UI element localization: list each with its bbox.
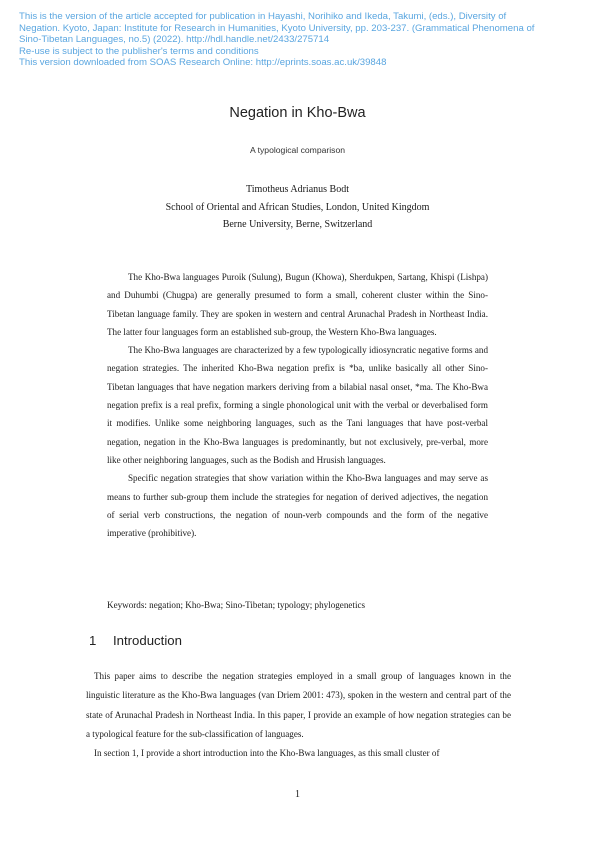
- section-number: 1: [89, 633, 97, 648]
- body-text: [86, 667, 511, 763]
- repository-notice-line: Negation. Kyoto, Japan: Institute for Research in Humanities, Kyoto University, pp. 203-237. (Grammatical Phenomena of: [19, 22, 535, 34]
- body-paragraph: In section 1, I provide a short introduction into the Kho-Bwa languages, as this small cluster of: [94, 748, 440, 759]
- author-block: [0, 181, 595, 234]
- abstract-paragraph: The Kho-Bwa languages are characterized by a few typologically idiosyncratic negative forms and negation strategies. The inherited Kho-Bwa negation prefix is *ba, unlike basically all other Sino-Tibetan languages that have negation markers deriving from a bilabial nasal onset, *ma. The Kho-Bwa negation prefix is a real prefix, forming a single phonological unit with the verbal or deverbalised form it modifies. Unlike some neighboring languages, such as the Tani languages that have post-verbal negation, negation in the Kho-Bwa languages is predominantly, but not exclusively, pre-verbal, more like other neighboring languages, such as the Bodish and Hrusish languages.: [107, 345, 488, 465]
- paper-title: Negation in Kho-Bwa: [229, 105, 366, 121]
- repository-notice-line: Sino-Tibetan Languages, no.5) (2022). http://hdl.handle.net/2433/275714: [19, 34, 330, 46]
- author-name: Timotheus Adrianus Bodt: [246, 184, 349, 195]
- repository-notice-line: This version downloaded from SOAS Research Online: http://eprints.soas.ac.uk/39848: [19, 57, 387, 69]
- affiliation: School of Oriental and African Studies, London, United Kingdom: [165, 201, 430, 213]
- section-title: Introduction: [113, 633, 182, 648]
- repository-notice-line: This is the version of the article accepted for publication in Hayashi, Norihiko and Ikeda, Takumi, (eds.), Diversity of: [19, 11, 507, 22]
- abstract-paragraph: Specific negation strategies that show variation within the Kho-Bwa languages and may serve as means to further sub-group them include the strategies for negation of derived adjectives, the negation of serial verb constructions, the negation of noun-verb compounds and the form of the negative imperative (prohibitive).: [107, 473, 488, 539]
- repository-notice: [19, 11, 589, 69]
- abstract: [107, 268, 488, 542]
- repository-notice-line: Re-use is subject to the publisher's terms and conditions: [19, 45, 259, 57]
- abstract-paragraph: The Kho-Bwa languages Puroik (Sulung), Bugun (Khowa), Sherdukpen, Sartang, Khispi (Lishpa) and Duhumbi (Chugpa) are generally presumed to form a small, coherent cluster within the Sino-Tibetan language family. They are spoken in western and central Arunachal Pradesh in Northeast India. The latter four languages form an established sub-group, the Western Kho-Bwa languages.: [107, 272, 488, 337]
- page-number: 1: [295, 789, 300, 800]
- paper-subtitle: A typological comparison: [249, 145, 346, 155]
- affiliation: Berne University, Berne, Switzerland: [222, 219, 373, 230]
- section-heading: [89, 633, 182, 648]
- body-paragraph: This paper aims to describe the negation strategies employed in a small group of languages known in the linguistic literature as the Kho-Bwa languages (van Driem 2001: 473), spoken in the western and central part of the state of Arunachal Pradesh in Northeast India. In this paper, I provide an example of how negation strategies can be a typological feature for the sub-classification of languages.: [86, 671, 511, 739]
- keywords: Keywords: negation; Kho-Bwa; Sino-Tibetan; typology; phylogenetics: [107, 600, 366, 610]
